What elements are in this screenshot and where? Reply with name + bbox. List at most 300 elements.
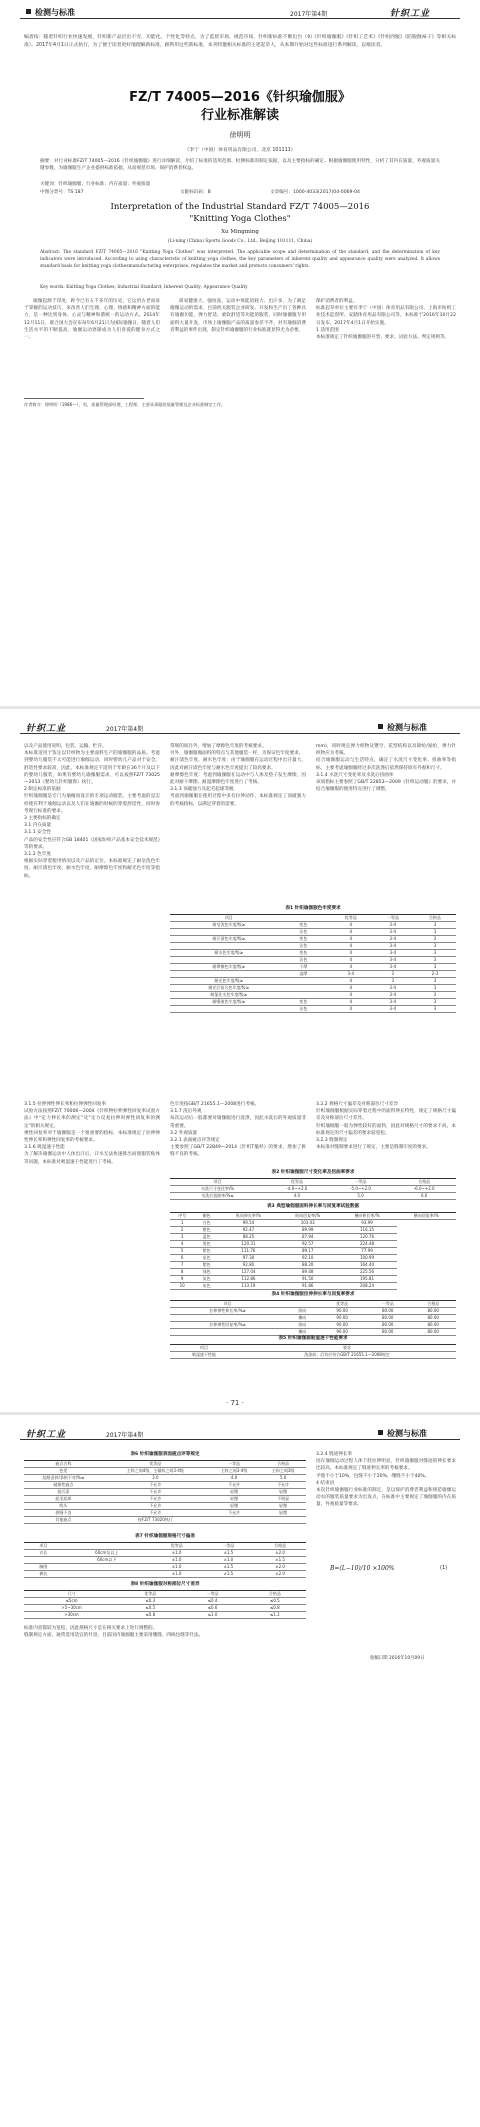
keywords-en: Key words: Knitting Yoga Clothes; Industrial Standard; Inherent Quality; Appearance Quality bbox=[40, 285, 248, 290]
table-cell: ±1.5 bbox=[202, 1550, 254, 1557]
table-row bbox=[24, 1605, 306, 1612]
table-cell: 3 bbox=[414, 922, 456, 929]
table-header-row bbox=[24, 1591, 306, 1598]
table-cell: 3 bbox=[414, 1006, 456, 1013]
table-header-cell: 纵向回复率/% bbox=[278, 1213, 337, 1220]
table-cell: 3.0 bbox=[103, 1475, 208, 1482]
table-cell bbox=[170, 929, 288, 936]
table-cell: 92.80 bbox=[219, 1262, 278, 1269]
table-cell: 不允许 bbox=[260, 1482, 306, 1489]
color-fastness-table bbox=[170, 914, 456, 1013]
table-header-cell bbox=[285, 1301, 319, 1308]
body-column-3: 保护消费者的利益。 标准起草单位主要有李宁（中国）体育用品有限公司、上海市纺织工业技术监督所、安踏体育用品有限公司等，本标准于2016年10月22日发布，2017年4月1日开始实施。 1 适用范围 本标准规定了针织瑜伽服的号型、要求、试验方法、判定规则等。 bbox=[316, 299, 456, 341]
affiliation-en: (Li-ning (China) Sports Goods Co., Ltd., Beijing 101111, China) bbox=[167, 239, 313, 244]
table-row bbox=[24, 1475, 306, 1482]
table-cell: 224.48 bbox=[337, 1241, 396, 1248]
page-two-header bbox=[0, 715, 480, 737]
table-row bbox=[170, 1322, 456, 1329]
table-header-cell: 横向回复率/% bbox=[397, 1213, 456, 1220]
table-cell: 不明显 bbox=[260, 1496, 306, 1503]
table-cell bbox=[170, 943, 288, 950]
body-column-1: 瑜伽起源于印度，距今已有五千多年的历史，它运用古老而易于掌握的运动技巧，来改善人们生理、心理、情感和精神方面的能力，是一种达到身体、心灵与精神和谐统一的运动方式。2014年12月11日，联合国大会宣布每年6月21日为国际瑜伽日，随着人们生活水平的不断提高，瑜伽运动逐渐成为人们喜爱的健身方式之一。 bbox=[24, 299, 160, 341]
table-cell: 按FZ/T 73020执行 bbox=[103, 1517, 208, 1524]
table-cell: ≤0.5 bbox=[119, 1605, 181, 1612]
table-cell: 3-4 bbox=[372, 999, 414, 1006]
page-one bbox=[0, 0, 480, 710]
table-cell: 164.40 bbox=[337, 1262, 396, 1269]
table-row bbox=[170, 1283, 456, 1290]
table-cell: 4 bbox=[170, 1241, 194, 1248]
table-cell: 3 bbox=[414, 992, 456, 999]
table-cell: 纹路歪斜/条格不对/%≤ bbox=[24, 1475, 103, 1482]
table-cell: ±1.0 bbox=[202, 1557, 254, 1564]
table-cell: 水洗后扭曲率/%≤ bbox=[170, 1193, 265, 1200]
body-column-2: 简易健康大，强度高，运动中体能消耗大、出汗多，为了满足瑜伽运动的需求，目前机关服装企业研发、开发和生产出了各种具有瑜伽功能、弹力舒适、柔软舒适等功能的服装，同时瑜伽服专用面料大量开发，市场上瑜伽服产品的质量参差不齐，对有瑜伽消费者利益的事件出现，制定针织瑜伽服的行业标准就显得尤为必要。 bbox=[170, 299, 306, 333]
table-cell: 103.03 bbox=[278, 1220, 337, 1227]
table-cell: 胸围 bbox=[24, 1564, 63, 1571]
table-cell: 不允许 bbox=[208, 1510, 261, 1517]
table-cell bbox=[170, 1006, 288, 1013]
table-cell bbox=[170, 957, 288, 964]
table-1-caption: 表1 针织瑜伽服色牢度要求 bbox=[285, 906, 341, 911]
issue-label: 2017年第4期 bbox=[106, 1432, 144, 1439]
table-cell: 5.0 bbox=[329, 1193, 393, 1200]
table-cell: 6 bbox=[170, 1255, 194, 1262]
table-row bbox=[24, 1510, 306, 1517]
table-cell: 3-4 bbox=[372, 1006, 414, 1013]
table-cell: 3 bbox=[372, 978, 414, 985]
table-cell: 拉伸弹性伸长率/%≥ bbox=[170, 1308, 285, 1315]
table-cell: 4.0 bbox=[208, 1475, 261, 1482]
table-cell: 60cm以下 bbox=[63, 1557, 151, 1564]
table-cell bbox=[319, 957, 330, 964]
table-header-cell bbox=[63, 1543, 151, 1550]
table-cell: 10 bbox=[170, 1283, 194, 1290]
footnote-rule bbox=[24, 398, 144, 399]
table-header-cell: 尺寸 bbox=[24, 1591, 119, 1598]
table-cell bbox=[63, 1571, 151, 1578]
table-8-caption: 表8 针织瑜伽服对称部位尺寸差异 bbox=[130, 1582, 200, 1587]
table-cell: ±1.5 bbox=[202, 1571, 254, 1578]
article-number: 文章编号：1000-4033(2017)04-0069-04 bbox=[270, 190, 360, 195]
table-row bbox=[170, 978, 456, 985]
table-cell: 5 bbox=[170, 1248, 194, 1255]
table-3-caption: 表3 典型瑜伽服面料伸长率与回复率试验数据 bbox=[266, 1204, 360, 1209]
table-cell: 90.00 bbox=[319, 1315, 365, 1322]
page-three-header bbox=[0, 1421, 480, 1443]
table-cell: ≤0.4 bbox=[181, 1598, 243, 1605]
table-header-row bbox=[170, 915, 456, 922]
section-label: 检测与标准 bbox=[378, 722, 427, 733]
table-cell: 92.47 bbox=[219, 1227, 278, 1234]
table-cell: 7 bbox=[170, 1262, 194, 1269]
table-cell bbox=[319, 922, 330, 929]
clc-number: 中图分类号：TS 187 bbox=[40, 190, 84, 195]
table-cell: 主料之间3级 bbox=[260, 1468, 306, 1475]
table-cell: 拼缝不良 bbox=[24, 1510, 103, 1517]
table-header-cell: 合格品 bbox=[260, 1461, 306, 1468]
table-cell: 轻微 bbox=[260, 1503, 306, 1510]
table-cell: 100.99 bbox=[337, 1255, 396, 1262]
table-header-cell: 优等品 bbox=[265, 1179, 329, 1186]
table-cell: ±1.0 bbox=[151, 1564, 203, 1571]
abstract-cn: 摘要：对行业标准FZ/T 74005—2016《针织瑜伽服》进行详细解读，介绍了标准的适用范围、检测标准的制定依据，以及主要指标的确定。根据瑜伽服使用特性，分析了其内在质量、外观质量关键参数，为瑜伽服生产企业提供标准依据，从而规范市场，保护消费者权益。 bbox=[40, 159, 440, 172]
table-header-row bbox=[170, 1345, 456, 1352]
table-header-cell: 项目 bbox=[170, 1179, 265, 1186]
table-cell: 3-4 bbox=[372, 992, 414, 999]
table-7-caption: 表7 针织瑜伽服规格尺寸偏差 bbox=[135, 1534, 195, 1539]
table-cell bbox=[319, 971, 330, 978]
table-cell bbox=[24, 1557, 63, 1564]
received-date: 收稿日期 2016年10月09日 bbox=[370, 1656, 425, 1661]
table-cell bbox=[319, 964, 330, 971]
table-row bbox=[170, 936, 456, 943]
author-footnote: 作者简介：徐明明（1986—），男，质量管理部经理，工程师，主要从事服装质量管理及企业标准制定工作。 bbox=[24, 402, 226, 407]
table-cell: 耐氯化水色牢度/级≥ bbox=[170, 992, 288, 999]
table-cell: 93.99 bbox=[337, 1220, 396, 1227]
table-cell: 起毛起球 bbox=[24, 1496, 103, 1503]
table-row bbox=[24, 1503, 306, 1510]
table-cell: 轻微 bbox=[260, 1510, 306, 1517]
table-cell: 80.00 bbox=[410, 1308, 456, 1315]
formula: B=(L−10)/10 ×100% bbox=[330, 1565, 395, 1572]
table-cell: 蓝色 bbox=[194, 1234, 218, 1241]
table-row bbox=[170, 1255, 456, 1262]
table-cell: 沾色 bbox=[288, 929, 320, 936]
table-cell bbox=[319, 943, 330, 950]
table-cell: ±1.0 bbox=[151, 1550, 203, 1557]
table-cell bbox=[319, 936, 330, 943]
table-cell: 变色 bbox=[288, 936, 320, 943]
table-cell: 3-4 bbox=[330, 971, 372, 978]
table-row bbox=[170, 957, 456, 964]
table-cell: 4 bbox=[330, 985, 372, 992]
journal-logo: 针织工业 bbox=[390, 9, 431, 19]
table-cell: 120.31 bbox=[219, 1241, 278, 1248]
table-6-caption: 表6 针织瑜伽服表面疵点评等规定 bbox=[130, 1452, 200, 1457]
document-code: 文献标识码：B bbox=[180, 190, 211, 195]
table-header-cell: 横向伸长率/% bbox=[337, 1213, 396, 1220]
table-cell: >5~30cm bbox=[24, 1605, 119, 1612]
table-row bbox=[170, 943, 456, 950]
table-cell: 裤长 bbox=[24, 1571, 63, 1578]
table-cell: 轻微 bbox=[208, 1496, 261, 1503]
size-deviation-table bbox=[24, 1542, 306, 1578]
table-cell: ≤0.5 bbox=[244, 1598, 306, 1605]
table-cell: 耐光色牢度/级≥ bbox=[170, 978, 288, 985]
table-cell: 轻微 bbox=[208, 1503, 261, 1510]
table-2-caption: 表2 针织瑜伽服尺寸变化率及扭曲率要求 bbox=[271, 1170, 355, 1175]
table-cell: 3 bbox=[414, 936, 456, 943]
table-cell bbox=[208, 1517, 261, 1524]
section-label: 检测与标准 bbox=[26, 7, 75, 18]
table-cell: 3-4 bbox=[372, 922, 414, 929]
table-header-cell: 序号 bbox=[170, 1213, 194, 1220]
table-header-cell: 优等品 bbox=[330, 915, 372, 922]
table-cell: 拉伸弹性回复率/%≥ bbox=[170, 1322, 285, 1329]
table-cell: 90.00 bbox=[319, 1308, 365, 1315]
table-cell: 横向 bbox=[285, 1315, 319, 1322]
body-column-bottom-2: 色牢度按GB/T 21655.1—2008进行考核。 3.1.7 洗后外观 每次运动后一般都要对瑜伽服进行洗涤，因此水洗后的外观质量非常重要。 3.2 外观质量 3.2.1 表面疵点评等规定 主要参照了GB/T 22849—2014《针织T恤衫》的要求，增加了拼缝不良的考核。 bbox=[170, 1102, 306, 1158]
table-cell: ≤5cm bbox=[24, 1598, 119, 1605]
table-cell: 99.54 bbox=[219, 1220, 278, 1227]
table-cell: 不允许 bbox=[103, 1510, 208, 1517]
table-cell: 灰色 bbox=[194, 1283, 218, 1290]
table-cell: 80.00 bbox=[410, 1329, 456, 1336]
table-cell: 80.00 bbox=[365, 1315, 411, 1322]
table-cell: 灰色 bbox=[194, 1255, 218, 1262]
table-cell: 60cm及以上 bbox=[63, 1550, 151, 1557]
table-header-cell bbox=[288, 915, 320, 922]
table-cell bbox=[319, 985, 330, 992]
table-cell: 4 bbox=[330, 943, 372, 950]
table-cell: 3 bbox=[170, 1234, 194, 1241]
table-cell: 黑色 bbox=[194, 1241, 218, 1248]
table-header-row bbox=[170, 1179, 456, 1186]
table-cell: 91.86 bbox=[278, 1283, 337, 1290]
table-header-cell: 一等品 bbox=[372, 915, 414, 922]
affiliation-cn: （李宁（中国）体育用品有限公司，北京 101111） bbox=[184, 148, 296, 153]
table-cell bbox=[319, 1006, 330, 1013]
table-row bbox=[170, 1276, 456, 1283]
page-one-header bbox=[0, 0, 480, 22]
table-header-cell bbox=[319, 915, 330, 922]
table-row bbox=[170, 950, 456, 957]
table-header-cell: 要求 bbox=[238, 1345, 456, 1352]
table-row bbox=[24, 1468, 306, 1475]
table-cell: 其他疵点 bbox=[24, 1517, 103, 1524]
table-header-row bbox=[24, 1461, 306, 1468]
table-cell: -5.0~+2.0 bbox=[329, 1186, 393, 1193]
table-cell: 120.76 bbox=[337, 1234, 396, 1241]
table-cell: 沾色 bbox=[288, 957, 320, 964]
table-cell bbox=[260, 1517, 306, 1524]
table-cell: 4 bbox=[330, 922, 372, 929]
table-header-cell: 项目 bbox=[24, 1543, 63, 1550]
table-cell: 耐皂洗色牢度/级≥ bbox=[170, 922, 288, 929]
table-cell: 92.10 bbox=[278, 1255, 337, 1262]
table-header-cell: 一等品 bbox=[329, 1179, 393, 1186]
keywords-cn: 关键词：针织瑜伽服；行业标准；内在质量；外观质量 bbox=[40, 182, 151, 187]
table-row bbox=[24, 1496, 306, 1503]
table-cell: 紫色 bbox=[194, 1248, 218, 1255]
table-cell: 4 bbox=[330, 957, 372, 964]
table-cell bbox=[170, 1315, 285, 1322]
page-three bbox=[0, 1412, 480, 2127]
table-header-row bbox=[170, 1301, 456, 1308]
table-row bbox=[170, 1352, 456, 1359]
elasticity-table bbox=[170, 1300, 456, 1336]
table-cell: 6.0 bbox=[392, 1193, 456, 1200]
table-cell: 8 bbox=[170, 1269, 194, 1276]
table-cell: 耐水色牢度/级≥ bbox=[170, 950, 288, 957]
table-cell: 80.00 bbox=[410, 1315, 456, 1322]
table-cell: 88.20 bbox=[278, 1262, 337, 1269]
table-cell: ±2.0 bbox=[254, 1571, 306, 1578]
editor-note: 编者按：随着针织行业快速发展，针织新产品层出不穷，功能化、个性化等特点，为了监督市场，规范市场，针织新标准不断出台（如《针织瑜伽服》《针织工艺术》《针织西服》《防脱散袜子》等相关标准）。2017年4月1日正式执行，为了便于读者更好地理解新标准，跟利用这些新标准，本刊特邀相关标准的主笔起草人，从本期开始对这些标准进行系列解读，以飨读者。 bbox=[24, 35, 456, 48]
table-cell: 4 bbox=[330, 1006, 372, 1013]
table-cell: ≤1.2 bbox=[244, 1612, 306, 1619]
table-cell: 2 bbox=[170, 1227, 194, 1234]
table-row bbox=[24, 1482, 306, 1489]
table-cell: 变色 bbox=[288, 950, 320, 957]
body-column-bottom-1: 3.1.5 拉伸弹性伸长率和拉伸弹性回复率 试验方法按照FZ/T 70006—2004《针织物拉伸弹性回复率试验方法》中"定力伸长率的测定"及"定力反复拉伸时弹性回复率的测定"的相关规定。 弹性回复率对于瑜伽服是一个很重要的指标，本标准规定了拉伸弹性伸长率和弹性回复率的考核要求。 3.1.6 吸湿速干性能 为了解决瑜伽运动中人体出汗后，汗水无法快速排出而使服装贴体等问题，本标准对吸湿速干性能进行了考核。 bbox=[24, 1102, 160, 1165]
table-header-cell: 优等品 bbox=[151, 1543, 203, 1550]
table-cell: 水洗尺寸变化率/% bbox=[170, 1186, 265, 1193]
table-5-caption: 表5 针织瑜伽服吸湿速干性能要求 bbox=[278, 1336, 348, 1341]
table-cell: 变色 bbox=[288, 999, 320, 1006]
table-cell: ≤0.3 bbox=[119, 1598, 181, 1605]
table-cell: 湿摩 bbox=[288, 971, 320, 978]
table-cell bbox=[319, 999, 330, 1006]
table-row bbox=[170, 922, 456, 929]
table-row bbox=[170, 1248, 456, 1255]
table-row bbox=[24, 1571, 306, 1578]
table-cell: 80.00 bbox=[365, 1322, 411, 1329]
table-cell: 225.56 bbox=[337, 1269, 396, 1276]
table-cell: 横向 bbox=[285, 1329, 319, 1336]
issue-label: 2017年第4期 bbox=[106, 726, 144, 733]
table-cell: 97.30 bbox=[219, 1255, 278, 1262]
table-cell: 77.99 bbox=[337, 1248, 396, 1255]
table-cell: 轻微 bbox=[208, 1489, 261, 1496]
table-cell: -6.0~+2.0 bbox=[392, 1186, 456, 1193]
table-cell: 3-4 bbox=[372, 957, 414, 964]
table-cell: 92.57 bbox=[278, 1241, 337, 1248]
table-cell: 耐汗渍色牢度/级≥ bbox=[170, 936, 288, 943]
table-header-row bbox=[170, 1213, 456, 1220]
article-title-cn: FZ/T 74005—2016《针织瑜伽服》 bbox=[129, 90, 351, 105]
table-row bbox=[170, 1308, 456, 1315]
table-cell bbox=[288, 978, 320, 985]
table-row bbox=[24, 1612, 306, 1619]
table-cell: 4.0 bbox=[265, 1193, 329, 1200]
author-cn: 徐明明 bbox=[229, 131, 251, 139]
table-row bbox=[170, 1262, 456, 1269]
table-cell: 90.00 bbox=[319, 1329, 365, 1336]
table-cell: ±1.5 bbox=[202, 1564, 254, 1571]
table-header-cell: 优等品 bbox=[119, 1591, 181, 1598]
table-cell: 橙色 bbox=[194, 1227, 218, 1234]
table-cell: ±1.5 bbox=[254, 1557, 306, 1564]
table-cell: 纵向 bbox=[285, 1308, 319, 1315]
table-cell: 主料之间3-4级 bbox=[208, 1468, 261, 1475]
table-header-cell: 项目 bbox=[170, 915, 288, 922]
body-column-1: 标准内容都较为宽松，因此规格尺寸是在相关要求上进行调整的。 缝制规定方面，通常选用适宜的针迹，目前国内瑜伽服主要采用绷缝、四线包缝等针法。 bbox=[24, 1626, 204, 1639]
article-title-en-line2: "Knitting Yoga Clothes" bbox=[189, 214, 291, 224]
table-header-row bbox=[24, 1543, 306, 1550]
table-header-cell: 合格品 bbox=[414, 915, 456, 922]
table-header-cell: 一等品 bbox=[202, 1543, 254, 1550]
table-cell: 3 bbox=[414, 978, 456, 985]
table-header-cell: 颜色 bbox=[194, 1213, 218, 1220]
header-rule bbox=[20, 1439, 460, 1440]
journal-logo: 针织工业 bbox=[26, 1430, 67, 1440]
table-cell: 沾色 bbox=[288, 1006, 320, 1013]
table-header-cell: 一等品 bbox=[208, 1461, 261, 1468]
table-row bbox=[170, 985, 456, 992]
issue-label: 2017年第4期 bbox=[290, 11, 328, 18]
table-row bbox=[170, 1220, 456, 1227]
table-cell: 3-4 bbox=[372, 929, 414, 936]
table-cell: 111.76 bbox=[219, 1248, 278, 1255]
table-cell: 4 bbox=[330, 999, 372, 1006]
table-cell: 90.00 bbox=[319, 1322, 365, 1329]
author-en: Xu Mingming bbox=[221, 229, 259, 235]
table-header-cell: 优等品 bbox=[319, 1301, 365, 1308]
table-header-cell: 合格品 bbox=[410, 1301, 456, 1308]
table-cell: 195.81 bbox=[337, 1276, 396, 1283]
table-row bbox=[170, 992, 456, 999]
table-row bbox=[170, 1234, 456, 1241]
table-row bbox=[24, 1550, 306, 1557]
table-cell: 89.17 bbox=[278, 1248, 337, 1255]
table-cell: 3 bbox=[414, 964, 456, 971]
table-cell: 色差 bbox=[24, 1468, 103, 1475]
shrinkage-table bbox=[170, 1178, 456, 1200]
table-header-cell: 项目 bbox=[170, 1345, 238, 1352]
table-row bbox=[170, 999, 456, 1006]
section-label: 检测与标准 bbox=[378, 1428, 427, 1439]
table-header-cell: 一等品 bbox=[181, 1591, 243, 1598]
table-cell: 208.24 bbox=[337, 1283, 396, 1290]
table-cell bbox=[288, 985, 320, 992]
table-cell: 不允许 bbox=[208, 1482, 261, 1489]
table-cell: 吸湿速干性能 bbox=[170, 1352, 238, 1359]
table-cell: 4 bbox=[330, 992, 372, 999]
table-cell: ≤0.8 bbox=[119, 1612, 181, 1619]
table-header-cell: 疵点名称 bbox=[24, 1461, 103, 1468]
table-cell: 洗涤前、后均应符合GB/T 21655.1—2008规定 bbox=[238, 1352, 456, 1359]
header-rule bbox=[20, 733, 460, 734]
table-cell: 油污渍 bbox=[24, 1489, 103, 1496]
table-cell: 轻微 bbox=[260, 1489, 306, 1496]
table-cell: 不允许 bbox=[103, 1489, 208, 1496]
table-cell bbox=[319, 978, 330, 985]
table-row bbox=[24, 1598, 306, 1605]
table-cell bbox=[319, 950, 330, 957]
table-cell: 3 bbox=[414, 929, 456, 936]
table-header-cell: 合格品 bbox=[392, 1179, 456, 1186]
table-cell: 80.00 bbox=[365, 1329, 411, 1336]
table-cell: 衣长 bbox=[24, 1550, 63, 1557]
table-cell: ±1.0 bbox=[151, 1557, 203, 1564]
table-cell bbox=[288, 992, 320, 999]
table-cell: 89.99 bbox=[278, 1227, 337, 1234]
table-header-cell: 合格品 bbox=[254, 1543, 306, 1550]
body-column-bottom-3: 3.2.2 规格尺寸偏差及对称部位尺寸差异 针织瑜伽服根据实际穿着过程中的面料伸长特性，规定了规格尺寸偏差及对称部位尺寸差异。 针织瑜伽服一般为弹性较好的面料，因此对规格尺寸的要求不高，本标准规定的尺寸偏差的要求较宽松。 3.2.3 缝制规定 本标准对缝制要求进行了规定，主要是缝制牢度的要求。 bbox=[316, 1102, 456, 1151]
table-header-cell: 合格品 bbox=[244, 1591, 306, 1598]
table-cell: 紫色 bbox=[194, 1262, 218, 1269]
table-cell bbox=[319, 992, 330, 999]
table-cell: 耐摩擦色牢度/级≥ bbox=[170, 964, 288, 971]
table-cell: 88.25 bbox=[219, 1234, 278, 1241]
table-cell: 3 bbox=[414, 943, 456, 950]
table-cell: 灰色 bbox=[194, 1276, 218, 1283]
table-cell: 4 bbox=[330, 936, 372, 943]
table-row bbox=[24, 1564, 306, 1571]
page-number: · 71 · bbox=[226, 1399, 244, 1407]
symmetry-table bbox=[24, 1590, 306, 1619]
table-header-cell: 纵向伸长率/% bbox=[219, 1213, 278, 1220]
table-cell bbox=[319, 929, 330, 936]
table-cell: 3-4 bbox=[372, 950, 414, 957]
table-cell: 4 bbox=[330, 978, 372, 985]
table-4-caption: 表4 针织瑜伽服拉伸伸长率与回复率要求 bbox=[271, 1292, 355, 1297]
table-cell: 破损性疵点 bbox=[24, 1482, 103, 1489]
table-cell: ≤1.0 bbox=[181, 1612, 243, 1619]
page-two bbox=[0, 706, 480, 1415]
